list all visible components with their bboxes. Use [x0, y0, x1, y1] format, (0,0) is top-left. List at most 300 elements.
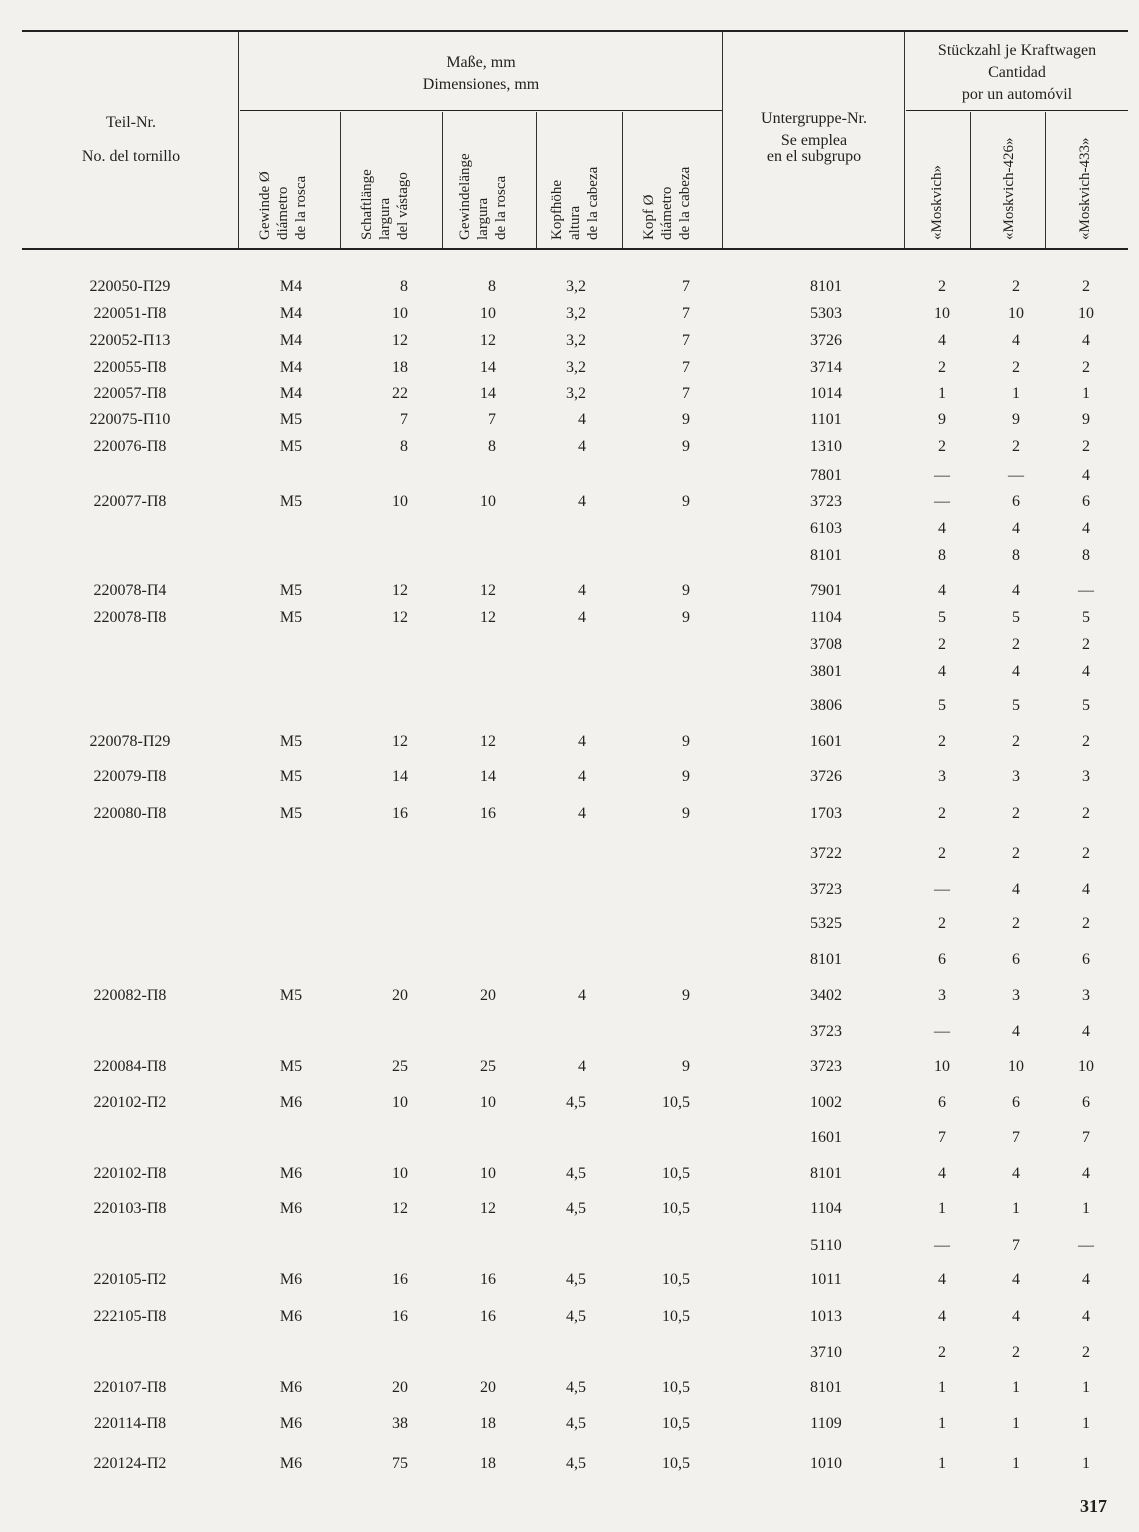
quantity-cell: 1 [938, 1379, 946, 1396]
quantity-cell: 5 [1012, 697, 1020, 714]
thread-length-cell: 12 [480, 582, 496, 599]
header-quantity-es-1: Cantidad [988, 64, 1046, 81]
thread-length-cell: 8 [488, 438, 496, 455]
header-dimensions-de: Maße, mm [446, 54, 516, 71]
header-head-height-es-1: altura [567, 205, 583, 240]
head-height-cell: 3,2 [566, 385, 586, 402]
head-height-cell: 4 [578, 493, 586, 510]
subgroup-number-cell: 3710 [810, 1344, 842, 1361]
column-divider [442, 112, 443, 248]
quantity-cell: 4 [938, 1308, 946, 1325]
subgroup-number-cell: 1109 [810, 1415, 842, 1432]
part-number-cell: 220084-П8 [93, 1058, 167, 1075]
quantity-cell: 4 [1012, 332, 1020, 349]
header-shaft-length-de: Schaftlänge [359, 169, 375, 240]
quantity-cell: — [934, 467, 950, 484]
quantity-cell: 3 [938, 768, 946, 785]
quantity-cell: 7 [1012, 1129, 1020, 1146]
part-number-cell: 220050-П29 [89, 278, 171, 295]
subgroup-number-cell: 1011 [810, 1271, 842, 1288]
subgroup-number-cell: 8101 [810, 951, 842, 968]
quantity-cell: 2 [1012, 278, 1020, 295]
part-number-cell: 220078-П8 [93, 609, 167, 626]
shaft-length-cell: 38 [392, 1415, 408, 1432]
subgroup-number-cell: 5325 [810, 915, 842, 932]
quantity-cell: 2 [1012, 915, 1020, 932]
quantity-cell: 2 [1082, 438, 1090, 455]
subgroup-number-cell: 1601 [810, 733, 842, 750]
quantity-cell: 2 [938, 636, 946, 653]
quantity-cell: 9 [938, 411, 946, 428]
head-height-cell: 4 [578, 411, 586, 428]
quantity-cell: 3 [938, 987, 946, 1004]
head-diameter-cell: 10,5 [662, 1308, 690, 1325]
page-number: 317 [1080, 1496, 1107, 1516]
shaft-length-cell: 14 [392, 768, 408, 785]
thread-diameter-cell: M4 [279, 305, 303, 322]
thread-diameter-cell: M4 [279, 332, 303, 349]
quantity-cell: 4 [1082, 467, 1090, 484]
quantity-cell: 2 [938, 278, 946, 295]
thread-diameter-cell: M6 [279, 1415, 303, 1432]
head-height-cell: 4,5 [566, 1271, 586, 1288]
header-quantity [906, 40, 1128, 106]
quantity-cell: 4 [1012, 881, 1020, 898]
quantity-cell: 6 [1082, 1094, 1090, 1111]
quantity-cell: 2 [938, 733, 946, 750]
thread-length-cell: 10 [480, 305, 496, 322]
head-height-cell: 3,2 [566, 359, 586, 376]
thread-diameter-cell: M5 [279, 493, 303, 510]
part-number-cell: 220076-П8 [93, 438, 167, 455]
quantity-cell: 8 [1082, 547, 1090, 564]
thread-length-cell: 16 [480, 1308, 496, 1325]
quantity-cell: 6 [938, 951, 946, 968]
head-diameter-cell: 7 [682, 385, 690, 402]
thread-diameter-cell: M6 [279, 1200, 303, 1217]
head-height-cell: 4 [578, 733, 586, 750]
header-dimensions [240, 52, 722, 96]
thread-length-cell: 16 [480, 805, 496, 822]
subgroup-number-cell: 7801 [810, 467, 842, 484]
quantity-cell: 4 [938, 1165, 946, 1182]
table-header-rule [22, 248, 1128, 250]
header-model-moskvich [928, 165, 946, 240]
head-diameter-cell: 10,5 [662, 1094, 690, 1111]
part-number-cell: 220102-П2 [93, 1094, 167, 1111]
quantity-cell: 2 [938, 805, 946, 822]
part-number-cell: 220077-П8 [93, 493, 167, 510]
quantity-cell: 2 [1082, 845, 1090, 862]
quantity-cell: 6 [938, 1094, 946, 1111]
quantity-cell: 5 [1082, 697, 1090, 714]
thread-diameter-cell: M5 [279, 987, 303, 1004]
subgroup-number-cell: 1601 [810, 1129, 842, 1146]
head-diameter-cell: 9 [682, 411, 690, 428]
column-divider [970, 112, 971, 248]
thread-diameter-cell: M6 [279, 1379, 303, 1396]
quantity-cell: 4 [1012, 1165, 1020, 1182]
header-thread-length [456, 153, 510, 240]
quantity-cell: 1 [1012, 1379, 1020, 1396]
subgroup-number-cell: 8101 [810, 547, 842, 564]
quantity-cell: 4 [1012, 582, 1020, 599]
shaft-length-cell: 25 [392, 1058, 408, 1075]
quantity-cell: 4 [1082, 663, 1090, 680]
thread-length-cell: 7 [488, 411, 496, 428]
head-diameter-cell: 9 [682, 609, 690, 626]
quantity-cell: 4 [938, 520, 946, 537]
column-divider [238, 32, 239, 248]
shaft-length-cell: 12 [392, 609, 408, 626]
quantity-cell: 10 [1008, 305, 1024, 322]
quantity-cell: 4 [1082, 1165, 1090, 1182]
quantity-cell: 2 [1082, 359, 1090, 376]
table-top-rule [22, 30, 1128, 32]
thread-length-cell: 12 [480, 609, 496, 626]
quantity-cell: 2 [1012, 1344, 1020, 1361]
part-number-cell: 220114-П8 [93, 1415, 167, 1432]
quantity-cell: — [1078, 1237, 1094, 1254]
thread-diameter-cell: M5 [279, 411, 303, 428]
header-subgroup-es-2: en el subgrupo [766, 148, 862, 165]
part-number-cell: 220105-П2 [93, 1271, 167, 1288]
head-diameter-cell: 9 [682, 493, 690, 510]
subgroup-number-cell: 1310 [810, 438, 842, 455]
head-diameter-cell: 7 [682, 332, 690, 349]
quantity-cell: 6 [1012, 493, 1020, 510]
quantity-cell: 6 [1012, 951, 1020, 968]
shaft-length-cell: 22 [392, 385, 408, 402]
subgroup-number-cell: 1010 [810, 1455, 842, 1472]
quantity-cell: 6 [1012, 1094, 1020, 1111]
quantity-cell: 4 [1082, 520, 1090, 537]
quantity-cell: 4 [1012, 1308, 1020, 1325]
part-number-cell: 220057-П8 [93, 385, 167, 402]
head-diameter-cell: 9 [682, 805, 690, 822]
subgroup-number-cell: 6103 [810, 520, 842, 537]
head-height-cell: 4 [578, 768, 586, 785]
thread-length-cell: 18 [480, 1415, 496, 1432]
column-divider [904, 32, 905, 248]
head-diameter-cell: 10,5 [662, 1379, 690, 1396]
part-number-cell: 220075-П10 [89, 411, 171, 428]
quantity-cell: 7 [938, 1129, 946, 1146]
subgroup-number-cell: 1703 [810, 805, 842, 822]
quantity-cell: 5 [938, 609, 946, 626]
thread-length-cell: 14 [480, 768, 496, 785]
quantity-cell: 6 [1082, 951, 1090, 968]
quantity-cell: 2 [938, 845, 946, 862]
header-thread-diameter-es-1: diámetro [275, 186, 291, 240]
head-height-cell: 4,5 [566, 1200, 586, 1217]
head-diameter-cell: 9 [682, 768, 690, 785]
subgroup-number-cell: 5110 [810, 1237, 842, 1254]
quantity-cell: 2 [938, 359, 946, 376]
quantity-cell: 2 [938, 915, 946, 932]
thread-length-cell: 14 [480, 359, 496, 376]
part-number-cell: 220124-П2 [93, 1455, 167, 1472]
thread-length-cell: 12 [480, 332, 496, 349]
thread-diameter-cell: M5 [279, 582, 303, 599]
header-thread-diameter-es-2: de la rosca [293, 175, 309, 240]
quantity-cell: 5 [1082, 609, 1090, 626]
quantity-cell: 1 [1082, 385, 1090, 402]
part-number-cell: 220107-П8 [93, 1379, 167, 1396]
quantity-cell: 4 [1012, 663, 1020, 680]
head-diameter-cell: 7 [682, 305, 690, 322]
quantity-cell: 4 [1012, 1023, 1020, 1040]
quantity-cell: 4 [1082, 332, 1090, 349]
quantity-cell: 10 [934, 305, 950, 322]
subgroup-number-cell: 3726 [810, 332, 842, 349]
quantity-cell: 2 [1082, 278, 1090, 295]
thread-diameter-cell: M6 [279, 1165, 303, 1182]
part-number-cell: 220102-П8 [93, 1165, 167, 1182]
header-model-moskvich-426-label: «Moskvich-426» [1001, 137, 1017, 240]
quantity-cell: 2 [1082, 1344, 1090, 1361]
head-diameter-cell: 7 [682, 278, 690, 295]
part-number-cell: 220078-П4 [93, 582, 167, 599]
part-number-cell: 220052-П13 [89, 332, 171, 349]
part-number-cell: 222105-П8 [93, 1308, 167, 1325]
header-part-number [24, 112, 238, 168]
head-diameter-cell: 9 [682, 1058, 690, 1075]
subgroup-number-cell: 1013 [810, 1308, 842, 1325]
shaft-length-cell: 8 [400, 278, 408, 295]
quantity-cell: 4 [938, 582, 946, 599]
quantity-cell: 4 [938, 332, 946, 349]
header-head-diameter-es-2: de la cabeza [677, 166, 693, 240]
thread-diameter-cell: M6 [279, 1094, 303, 1111]
header-thread-length-de: Gewindelänge [457, 153, 473, 240]
subgroup-number-cell: 3402 [810, 987, 842, 1004]
head-height-cell: 4,5 [566, 1165, 586, 1182]
subgroup-number-cell: 1101 [810, 411, 842, 428]
thread-length-cell: 10 [480, 1094, 496, 1111]
shaft-length-cell: 7 [400, 411, 408, 428]
quantity-cell: 1 [1012, 1415, 1020, 1432]
quantity-cell: 10 [934, 1058, 950, 1075]
quantity-cell: — [934, 1237, 950, 1254]
header-subgroup-de: Untergruppe-Nr. [761, 110, 867, 127]
quantity-cell: 2 [1082, 733, 1090, 750]
quantity-cell: — [934, 493, 950, 510]
quantity-cell: 3 [1012, 768, 1020, 785]
quantity-cell: — [1078, 582, 1094, 599]
shaft-length-cell: 10 [392, 305, 408, 322]
thread-diameter-cell: M4 [279, 359, 303, 376]
thread-diameter-cell: M6 [279, 1271, 303, 1288]
part-number-cell: 220078-П29 [89, 733, 171, 750]
header-quantity-es-2: por un automóvil [961, 86, 1073, 103]
quantity-cell: 9 [1012, 411, 1020, 428]
head-diameter-cell: 10,5 [662, 1415, 690, 1432]
shaft-length-cell: 10 [392, 1094, 408, 1111]
header-head-height-de: Kopfhöhe [549, 180, 565, 240]
quantity-cell: 2 [1082, 805, 1090, 822]
quantity-cell: 4 [938, 663, 946, 680]
head-height-cell: 4,5 [566, 1094, 586, 1111]
part-number-cell: 220055-П8 [93, 359, 167, 376]
subgroup-number-cell: 5303 [810, 305, 842, 322]
subgroup-number-cell: 3723 [810, 1058, 842, 1075]
subgroup-number-cell: 8101 [810, 278, 842, 295]
header-subgroup-es-1: Se emplea [780, 132, 848, 149]
shaft-length-cell: 16 [392, 1308, 408, 1325]
quantity-cell: 1 [938, 1200, 946, 1217]
head-height-cell: 4 [578, 987, 586, 1004]
quantity-cell: — [934, 1023, 950, 1040]
quantity-cell: — [1008, 467, 1024, 484]
quantity-cell: 2 [1012, 438, 1020, 455]
quantity-cell: 10 [1078, 305, 1094, 322]
column-divider [340, 112, 341, 248]
subgroup-number-cell: 3723 [810, 493, 842, 510]
quantity-cell: 4 [938, 1271, 946, 1288]
quantity-cell: 1 [1012, 1200, 1020, 1217]
header-shaft-length-es-1: largura [377, 197, 393, 240]
shaft-length-cell: 20 [392, 1379, 408, 1396]
thread-diameter-cell: M5 [279, 805, 303, 822]
thread-diameter-cell: M6 [279, 1455, 303, 1472]
quantity-cell: 2 [1082, 636, 1090, 653]
header-thread-length-es-1: largura [475, 197, 491, 240]
head-height-cell: 4 [578, 609, 586, 626]
quantity-cell: 5 [1012, 609, 1020, 626]
header-thread-length-es-2: de la rosca [493, 175, 509, 240]
subgroup-number-cell: 8101 [810, 1379, 842, 1396]
head-height-cell: 3,2 [566, 305, 586, 322]
header-subgroup [724, 108, 904, 168]
subgroup-number-cell: 3806 [810, 697, 842, 714]
thread-length-cell: 20 [480, 1379, 496, 1396]
quantity-cell: 2 [938, 1344, 946, 1361]
head-height-cell: 4 [578, 582, 586, 599]
quantity-cell: 10 [1078, 1058, 1094, 1075]
header-sub-rule [240, 110, 722, 111]
quantity-cell: 4 [1012, 520, 1020, 537]
head-diameter-cell: 9 [682, 582, 690, 599]
head-height-cell: 4 [578, 438, 586, 455]
thread-length-cell: 18 [480, 1455, 496, 1472]
thread-diameter-cell: M5 [279, 438, 303, 455]
header-model-moskvich-426 [1000, 138, 1018, 241]
header-model-moskvich-label: «Moskvich» [929, 165, 945, 240]
column-divider [722, 32, 723, 248]
subgroup-number-cell: 3723 [810, 881, 842, 898]
thread-length-cell: 20 [480, 987, 496, 1004]
header-thread-diameter-de: Gewinde Ø [257, 171, 273, 240]
subgroup-number-cell: 1002 [810, 1094, 842, 1111]
quantity-cell: 2 [938, 438, 946, 455]
part-number-cell: 220079-П8 [93, 768, 167, 785]
head-height-cell: 3,2 [566, 332, 586, 349]
thread-diameter-cell: M5 [279, 733, 303, 750]
head-diameter-cell: 10,5 [662, 1165, 690, 1182]
head-diameter-cell: 7 [682, 359, 690, 376]
head-height-cell: 4,5 [566, 1379, 586, 1396]
quantity-cell: 2 [1082, 915, 1090, 932]
quantity-cell: 10 [1008, 1058, 1024, 1075]
column-divider [1045, 112, 1046, 248]
shaft-length-cell: 10 [392, 1165, 408, 1182]
subgroup-number-cell: 3723 [810, 1023, 842, 1040]
shaft-length-cell: 18 [392, 359, 408, 376]
head-height-cell: 4,5 [566, 1455, 586, 1472]
head-diameter-cell: 9 [682, 987, 690, 1004]
shaft-length-cell: 75 [392, 1455, 408, 1472]
quantity-cell: 1 [938, 1415, 946, 1432]
header-part-number-de: Teil-Nr. [106, 114, 156, 131]
quantity-cell: 5 [938, 697, 946, 714]
header-head-height-es-2: de la cabeza [585, 166, 601, 240]
quantity-cell: 2 [1012, 805, 1020, 822]
header-model-moskvich-433-label: «Moskvich-433» [1077, 137, 1093, 240]
quantity-cell: 1 [1082, 1415, 1090, 1432]
quantity-cell: 8 [938, 547, 946, 564]
quantity-cell: 2 [1012, 845, 1020, 862]
part-number-cell: 220080-П8 [93, 805, 167, 822]
shaft-length-cell: 16 [392, 805, 408, 822]
thread-length-cell: 16 [480, 1271, 496, 1288]
quantity-cell: 6 [1082, 493, 1090, 510]
subgroup-number-cell: 7901 [810, 582, 842, 599]
subgroup-number-cell: 3722 [810, 845, 842, 862]
header-model-moskvich-433 [1076, 138, 1094, 241]
head-height-cell: 3,2 [566, 278, 586, 295]
quantity-cell: — [934, 881, 950, 898]
quantity-cell: 2 [1012, 733, 1020, 750]
quantity-cell: 4 [1082, 881, 1090, 898]
shaft-length-cell: 12 [392, 582, 408, 599]
subgroup-number-cell: 8101 [810, 1165, 842, 1182]
thread-diameter-cell: M5 [279, 768, 303, 785]
part-number-cell: 220082-П8 [93, 987, 167, 1004]
header-head-diameter-es-1: diámetro [659, 186, 675, 240]
quantity-cell: 3 [1082, 987, 1090, 1004]
thread-length-cell: 10 [480, 1165, 496, 1182]
quantity-cell: 3 [1012, 987, 1020, 1004]
column-divider [622, 112, 623, 248]
header-shaft-length-es-2: del vástago [395, 172, 411, 240]
header-head-height [548, 167, 602, 240]
quantity-cell: 8 [1012, 547, 1020, 564]
header-quantity-de: Stückzahl je Kraftwagen [937, 42, 1097, 59]
thread-length-cell: 12 [480, 733, 496, 750]
header-thread-diameter [256, 171, 310, 240]
header-dimensions-es: Dimensiones, mm [422, 76, 540, 93]
head-height-cell: 4 [578, 805, 586, 822]
quantity-cell: 1 [1012, 1455, 1020, 1472]
head-diameter-cell: 10,5 [662, 1200, 690, 1217]
shaft-length-cell: 12 [392, 332, 408, 349]
subgroup-number-cell: 3801 [810, 663, 842, 680]
part-number-cell: 220051-П8 [93, 305, 167, 322]
head-height-cell: 4 [578, 1058, 586, 1075]
thread-length-cell: 10 [480, 493, 496, 510]
quantity-cell: 1 [938, 1455, 946, 1472]
header-part-number-es: No. del tornillo [81, 148, 181, 165]
head-height-cell: 4,5 [566, 1415, 586, 1432]
quantity-cell: 3 [1082, 768, 1090, 785]
thread-diameter-cell: M6 [279, 1308, 303, 1325]
quantity-cell: 1 [1082, 1379, 1090, 1396]
thread-length-cell: 12 [480, 1200, 496, 1217]
thread-diameter-cell: M5 [279, 1058, 303, 1075]
shaft-length-cell: 12 [392, 1200, 408, 1217]
shaft-length-cell: 8 [400, 438, 408, 455]
